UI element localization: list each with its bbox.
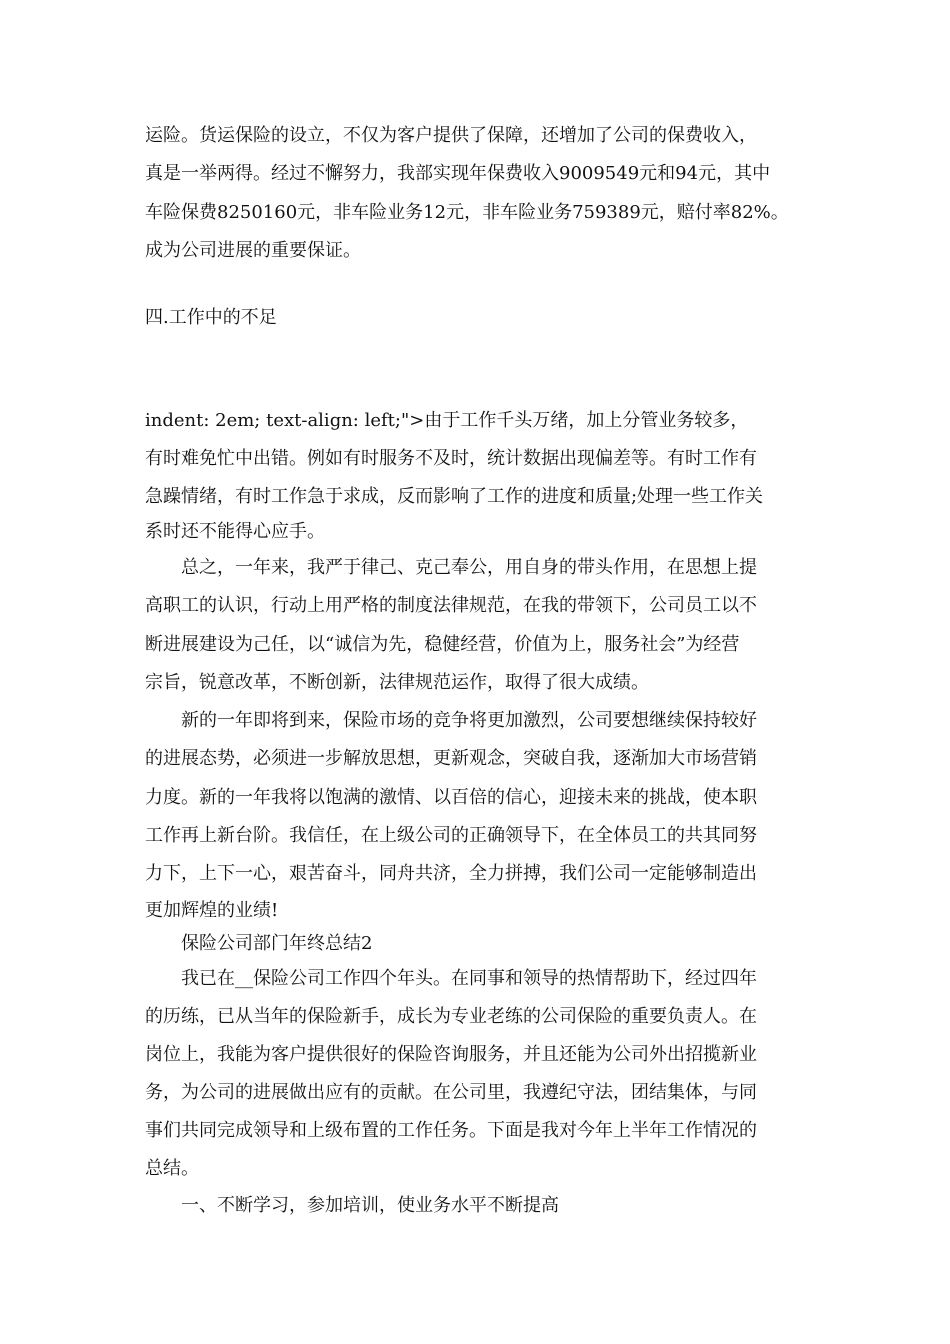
text-line: 更加辉煌的业绩!: [145, 900, 279, 921]
text-line: 高职工的认识，行动上用严格的制度法律规范，在我的带领下，公司员工以不: [145, 595, 757, 616]
text-line: 系时还不能得心应手。: [145, 521, 325, 542]
text-line: 的进展态势，必须进一步解放思想，更新观念，突破自我，逐渐加大市场营销: [145, 748, 757, 769]
paragraph-start: 总之，一年来，我严于律己、克己奉公，用自身的带头作用，在思想上提: [181, 557, 757, 578]
text-line: 运险。货运保险的设立，不仅为客户提供了保障，还增加了公司的保费收入，: [145, 125, 757, 146]
text-line: 总结。: [145, 1158, 199, 1179]
text-line: 务，为公司的进展做出应有的贡献。在公司里，我遵纪守法，团结集体，与同: [145, 1082, 757, 1103]
text-line: 断进展建设为己任，以“诚信为先，稳健经营，价值为上，服务社会”为经营: [145, 634, 740, 655]
text-line: 真是一举两得。经过不懈努力，我部实现年保费收入9009549元和94元，其中: [145, 163, 771, 184]
text-line: 工作再上新台阶。我信任，在上级公司的正确领导下，在全体员工的共其同努: [145, 825, 757, 846]
text-line: 的历练，已从当年的保险新手，成长为专业老练的公司保险的重要负责人。在: [145, 1006, 757, 1027]
section-title: 保险公司部门年终总结2: [181, 933, 373, 954]
text-line: 宗旨，锐意改革，不断创新，法律规范运作，取得了很大成绩。: [145, 672, 649, 693]
paragraph-start: 我已在__保险公司工作四个年头。在同事和领导的热情帮助下，经过四年: [181, 968, 757, 989]
paragraph-start: 新的一年即将到来，保险市场的竞争将更加激烈，公司要想继续保持较好: [181, 710, 757, 731]
text-line: 有时难免忙中出错。例如有时服务不及时，统计数据出现偏差等。有时工作有: [145, 448, 757, 469]
subheading: 一、不断学习，参加培训，使业务水平不断提高: [181, 1195, 559, 1216]
section-heading: 四.工作中的不足: [145, 307, 277, 328]
text-line: 成为公司进展的重要保证。: [145, 240, 361, 261]
text-line: 力度。新的一年我将以饱满的激情、以百倍的信心，迎接未来的挑战，使本职: [145, 787, 757, 808]
text-line: 岗位上，我能为客户提供很好的保险咨询服务，并且还能为公司外出招揽新业: [145, 1044, 757, 1065]
text-line: 力下，上下一心，艰苦奋斗，同舟共济，全力拼搏，我们公司一定能够制造出: [145, 863, 757, 884]
text-line: indent: 2em; text-align: left;">由于工作千头万绪，加上分管业务较多，: [145, 410, 749, 431]
text-line: 车险保费8250160元，非车险业务12元，非车险业务759389元，赔付率82%。: [145, 202, 789, 223]
text-line: 事们共同完成领导和上级布置的工作任务。下面是我对今年上半年工作情况的: [145, 1120, 757, 1141]
text-line: 急躁情绪，有时工作急于求成，反而影响了工作的进度和质量;处理一些工作关: [145, 486, 764, 507]
